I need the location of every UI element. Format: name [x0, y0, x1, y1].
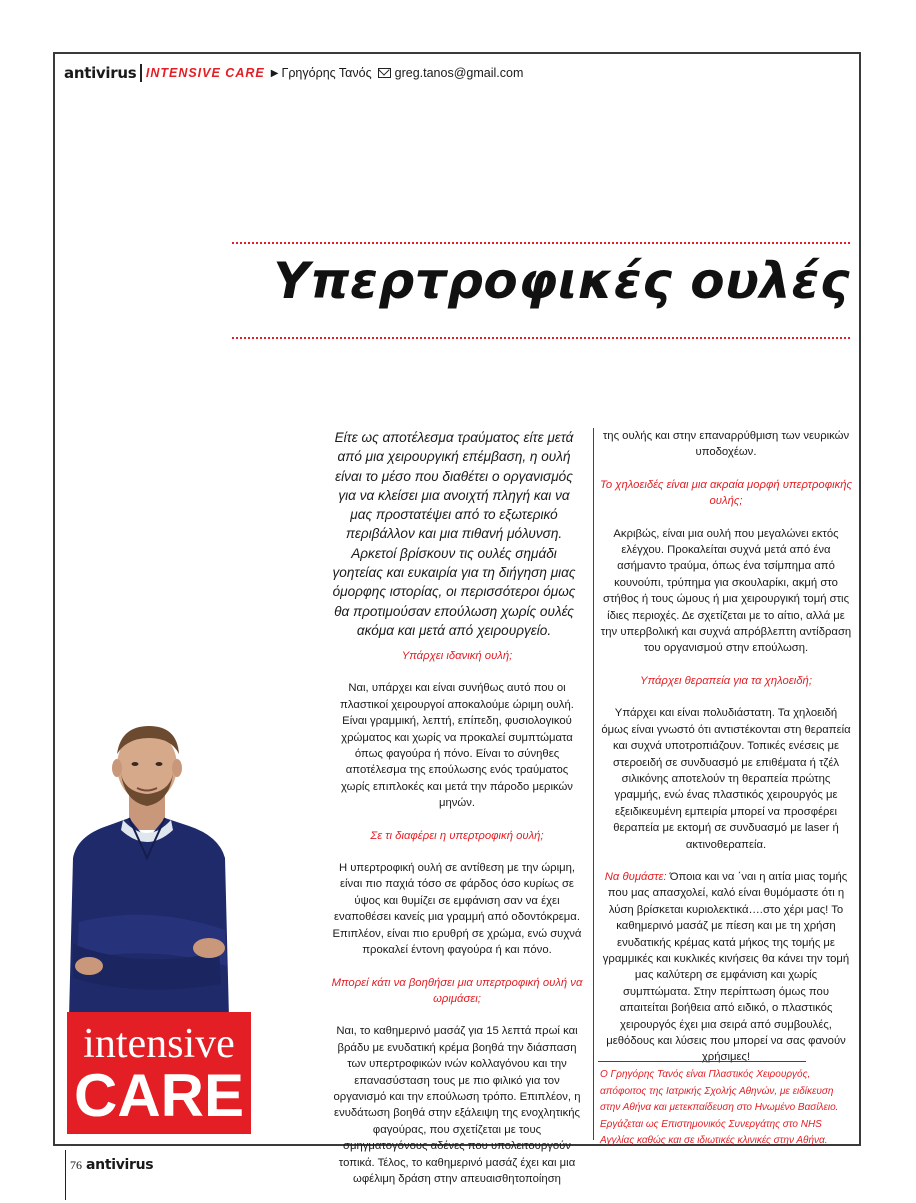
bio-rule — [598, 1061, 806, 1062]
section-name: INTENSIVE CARE — [145, 66, 265, 80]
author-photo — [59, 708, 239, 1018]
answer-keloid: Ακριβώς, είναι μια ουλή που μεγαλώνει εκτός ελέγχου. Προκαλείται συχνά μετά από ένα ασήμαντο τραύμα, όπως ένα τσίμπημα από κουνούπι, τρύπημα για σκουλαρίκι, ακμή στο στήθος ή τους ώμους ή μια χειρουργική τομή στις ίδιες περιοχές. Δε σχετίζεται με το αίτιο, αλλά με την υπερβολική και συχνά απρόβλεπτη αντίδραση του οργανισμού στην επούλωση. — [600, 527, 852, 655]
title-rule-bottom — [232, 337, 850, 339]
answer-continuation: της ουλής και στην επαναρρύθμιση των νευρικών υποδοχέων. — [602, 430, 850, 459]
author-bio: Ο Γρηγόρης Τανός είναι Πλαστικός Χειρουργός, απόφοιτος της Ιατρικής Σχολής Αθηνών, με ειδίκευση στην Αθήνα και μετεκπαίδευση στο Ηνωμένο Βασίλειο. Εργάζεται ως Επιστημονικός Συνεργάτης στο NHS Αγγλίας καθώς και σε ιδιωτικές κλινικές στην Αθήνα. — [600, 1069, 839, 1147]
article-column-2 — [600, 428, 852, 1082]
arrow-right-icon: ▶ — [270, 67, 279, 79]
author-email[interactable]: greg.tanos@gmail.com — [394, 66, 524, 80]
footer-magazine-logo: antivirus — [86, 1157, 154, 1173]
remember-paragraph — [600, 869, 852, 1066]
column-divider — [593, 428, 594, 1140]
question-scar-maturation: Μπορεί κάτι να βοηθήσει μια υπερτροφική ουλή να ωριμάσει; — [331, 976, 583, 1005]
author-name: Γρηγόρης Τανός — [281, 66, 372, 80]
remember-label: Να θυμάστε: — [604, 870, 667, 883]
mail-icon — [378, 68, 391, 78]
question-hypertrophic-difference: Σε τι διαφέρει η υπερτροφική ουλή; — [370, 829, 544, 842]
article-column-1 — [330, 648, 584, 1203]
question-keloid-treatment: Υπάρχει θεραπεία για τα χηλοειδή; — [640, 674, 812, 687]
footer-rule — [65, 1150, 66, 1200]
article-lead: Είτε ως αποτέλεσμα τραύματος είτε μετά από μια χειρουργική επέμβαση, η ουλή είναι το μέσο που διαθέτει ο οργανισμός για να κλείσει μια ανοιχτή πληγή και να μας προστατέψει από το εξωτερικό περιβάλλον και μια πιθανή μόλυνση. Αρκετοί βρίσκουν τις ουλές σημάδι γοητείας και ευκαιρία για τη διήγηση μιας όμορφης ιστορίας, οι περισσότεροι όμως θα προτιμούσαν επούλωση χωρίς ουλές ακόμα και μετά από χειρουργείο. — [332, 430, 576, 638]
question-keloid: Το χηλοειδές είναι μια ακραία μορφή υπερτροφικής ουλής; — [600, 478, 853, 508]
logo-word-care: CARE — [73, 1062, 244, 1129]
article-title: Υπερτροφικές ουλές — [273, 252, 850, 310]
question-ideal-scar: Υπάρχει ιδανική ουλή; — [401, 650, 513, 662]
title-rule-top — [232, 242, 850, 244]
page-header — [64, 64, 523, 82]
answer-keloid-treatment: Υπάρχει και είναι πολυδιάστατη. Τα χηλοειδή όμως είναι γνωστό ότι αντιστέκονται στη θεραπεία και συχνά υποτροπιάζουν. Τοπικές ενέσεις με στεροειδή σε συνδυασμό με επιθέματα ή τζέλ σιλικόνης αποτελούν τη θεραπεία πρώτης γραμμής, ενώ ένας πλαστικός χειρουργός με εξειδικευμένη εμπειρία μπορεί να προσφέρει θεραπεία με εκτομή σε συνδυασμό με laser ή ακτινοθεραπεία. — [601, 707, 851, 851]
header-divider — [140, 64, 142, 82]
answer-hypertrophic-difference: Η υπερτροφική ουλή σε αντίθεση με την ώριμη, είναι πιο παχιά τόσο σε φάρδος όσο κυρίως σε ύψος και θυμίζει σε εμφάνιση σαν να έχει εναποθέσει κανείς μια γραμμή από οδοντόκρεμα. Επιπλέον, είναι πιο ερυθρή σε χρώμα, ενώ συχνά προκαλεί έντονη φαγούρα ή και πόνο. — [332, 862, 582, 957]
intensive-care-logo — [67, 1012, 251, 1134]
answer-ideal-scar: Ναι, υπάρχει και είναι συνήθως αυτό που οι πλαστικοί χειρουργοί αποκαλούμε ώριμη ουλή. Είναι γραμμική, λεπτή, επίπεδη, φυσιολογικού χρώματος και χωρίς να προκαλεί συμπτώματα όπως φαγούρα ή πόνο. Είναι το σύνηθες αποτέλεσμα της επούλωσης ενός τραύματος χωρίς επιπλοκές και μετά την πάροδο μερικών μηνών. — [340, 682, 574, 810]
page-footer — [70, 1157, 153, 1173]
answer-scar-maturation: Ναι, το καθημερινό μασάζ για 15 λεπτά πρωί και βράδυ με ενυδατική κρέμα βοηθά την διάσπαση των υπερτροφικών ινών κολλαγόνου και την επανασύσταση τους με πιο φιλικό για τον οργανισμό και την επούλωση τρόπο. Επιπλέον, η ενυδάτωση βοηθά στην εξάλειψη της ενοχλητικής φαγούρας, που σχετίζεται με τους σμηγματογόνους αδένες που υπολειτουργούν τοπικά. Τέλος, το καθημερινό μασάζ έχει και μια ωφέλιμη δράση στην απευαισθητοποίηση — [333, 1025, 581, 1185]
magazine-logo: antivirus — [64, 64, 137, 82]
remember-text: Όποια και να ΄ναι η αιτία μιας τομής που μας απασχολεί, καλό είναι θυμόμαστε ότι η λύση βρίσκεται κυριολεκτικά….στο χέρι μας! Το καθημερινό μασάζ με πίεση και με τη χρήση ενυδατικής κρέμας κατά μήκος της τομής με γραμμικές και κυκλικές κινήσεις θα κάνει την τομή μας καλύτερη σε εμφάνιση και χωρίς συμπτώματα. Στην περίπτωση όμως που απαιτείται βοήθεια από ειδικό, ο πλαστικός χειρουργός έχει μια σειρά από συμβουλές, μεθόδους και λύσεις που μπορεί να σας φανούν χρήσιμες! — [602, 870, 850, 1064]
logo-word-intensive: intensive — [83, 1021, 235, 1067]
page-number: 76 — [70, 1157, 82, 1172]
